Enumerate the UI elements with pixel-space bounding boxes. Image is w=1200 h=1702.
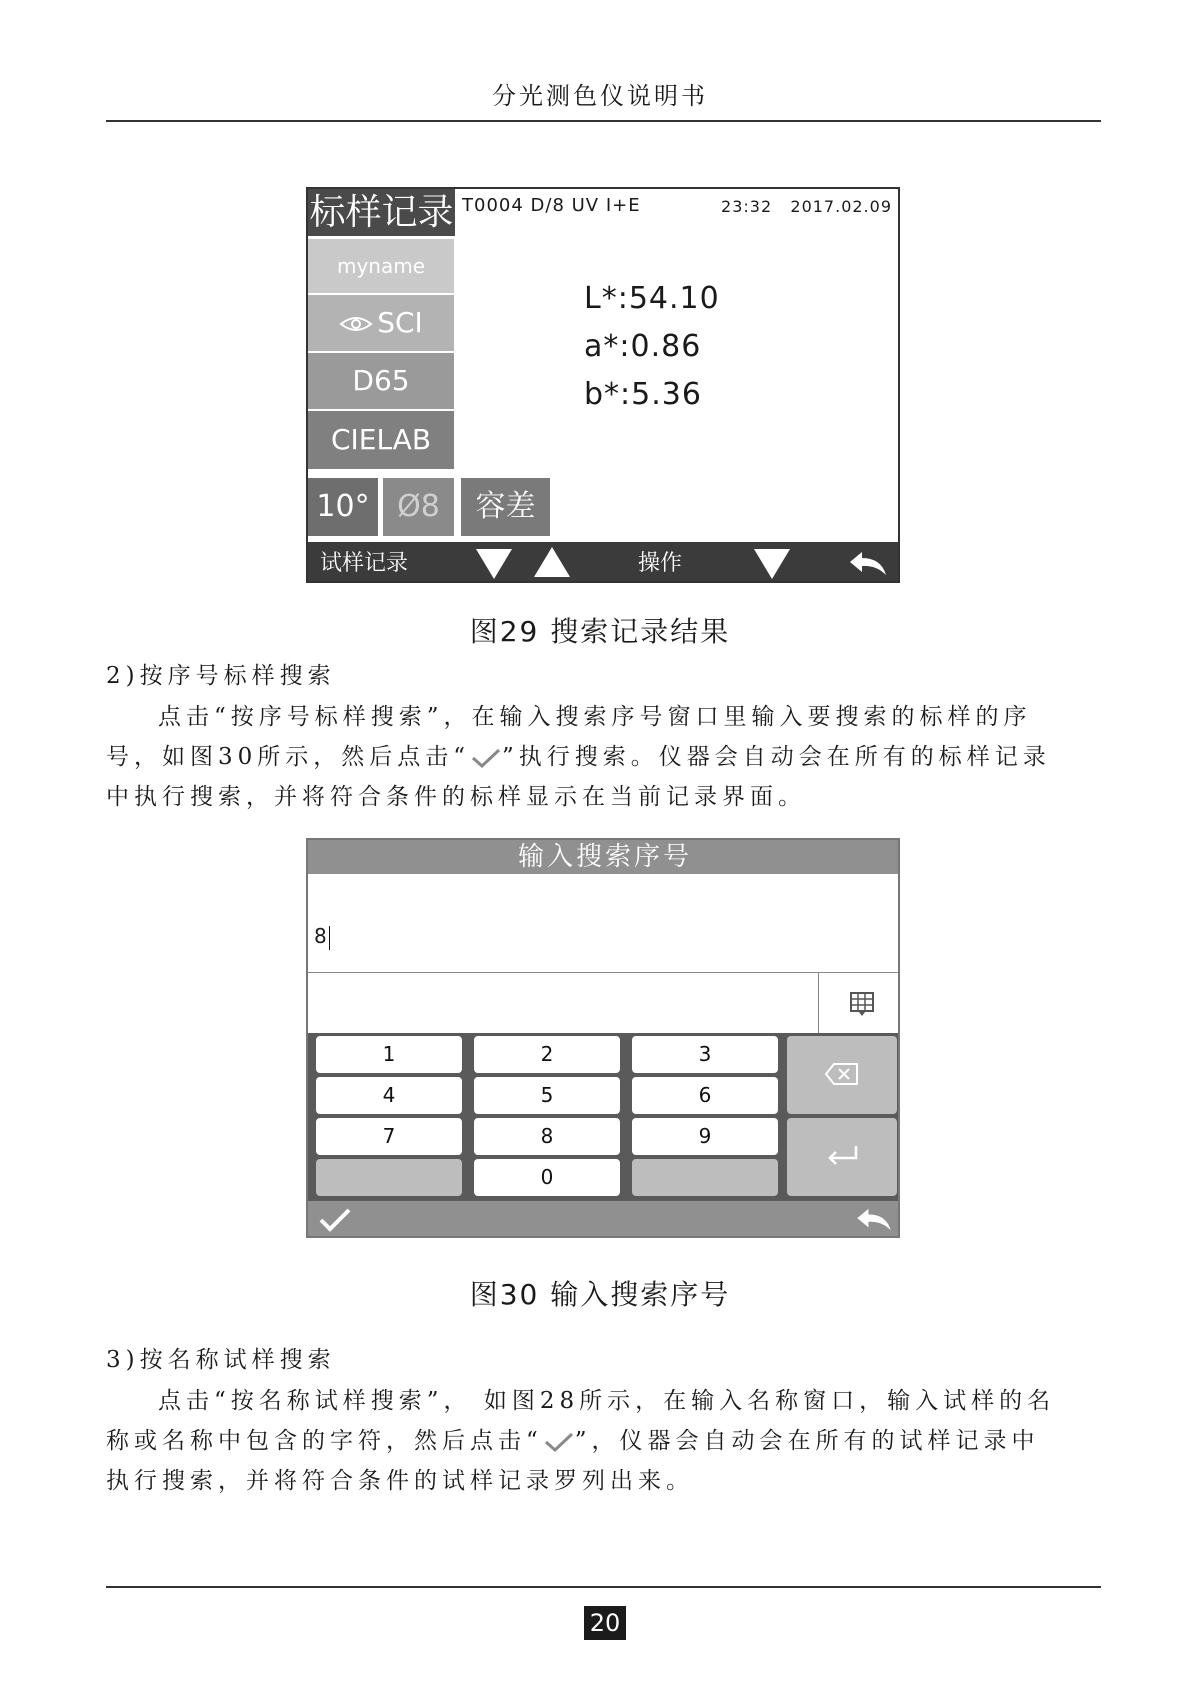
dialog-footer: [308, 1201, 900, 1238]
value-b: b*:5.36: [584, 377, 702, 412]
key-blank-left: [316, 1159, 462, 1196]
dialog-title: 输入搜索序号: [308, 840, 900, 874]
bottom-toolbar: [308, 542, 900, 583]
tolerance-button[interactable]: 容差: [461, 478, 550, 536]
key-0[interactable]: 0: [474, 1159, 620, 1196]
candidate-bar: [308, 973, 818, 1033]
numeric-keypad: [308, 1033, 900, 1201]
section-3-line-2b: ”，仪器会自动会在所有的试样记录中: [574, 1428, 1040, 1454]
key-2[interactable]: 2: [474, 1036, 620, 1073]
search-number-dialog: [306, 838, 900, 1238]
observer-angle-button[interactable]: 10°: [308, 478, 378, 536]
footer-rule: [106, 1586, 1101, 1588]
sci-button[interactable]: [308, 295, 454, 351]
status-datetime: [721, 197, 892, 216]
section-2-line-1: 点击“按序号标样搜索”，在输入搜索序号窗口里输入要搜索的标样的序: [158, 704, 1032, 730]
figure-30-caption: 图30 输入搜索序号: [469, 1278, 731, 1311]
status-bar-info: T0004 D/8 UV I+E: [462, 195, 641, 216]
text-cursor: [329, 926, 330, 950]
color-space-button[interactable]: CIELAB: [308, 411, 454, 469]
confirm-check-icon[interactable]: [318, 1207, 352, 1233]
key-5[interactable]: 5: [474, 1077, 620, 1114]
sample-record-button[interactable]: 试样记录: [320, 551, 409, 576]
section-2-heading: 2)按序号标样搜索: [106, 663, 336, 689]
search-number-input[interactable]: [314, 924, 330, 950]
arrow-down-icon[interactable]: [476, 549, 512, 579]
cancel-back-icon[interactable]: [854, 1207, 894, 1233]
backspace-key[interactable]: [787, 1036, 897, 1114]
enter-icon: [824, 1144, 860, 1168]
eye-icon: [339, 315, 373, 333]
check-icon: [470, 747, 502, 769]
illuminant-button[interactable]: D65: [308, 353, 454, 409]
key-9[interactable]: 9: [632, 1118, 778, 1155]
key-3[interactable]: 3: [632, 1036, 778, 1073]
enter-key[interactable]: [787, 1118, 897, 1196]
value-l: L*:54.10: [584, 281, 720, 316]
key-1[interactable]: 1: [316, 1036, 462, 1073]
back-icon[interactable]: [848, 550, 888, 578]
page-header-title: 分光测色仪说明书: [492, 82, 708, 110]
section-3-line-1: 点击“按名称试样搜索”， 如图28所示，在输入名称窗口，输入试样的名: [158, 1388, 1056, 1414]
status-date: 2017.02.09: [790, 197, 892, 216]
section-2-line-2: [106, 737, 1051, 777]
section-3-line-2: [106, 1421, 1040, 1461]
screen-title: 标样记录: [308, 189, 455, 236]
section-3-heading: 3)按名称试样搜索: [106, 1347, 336, 1373]
section-2-line-3: 中执行搜索，并将符合条件的标样显示在当前记录界面。: [106, 784, 806, 810]
keyboard-toggle-icon[interactable]: [848, 990, 876, 1018]
arrow-up-icon[interactable]: [534, 547, 570, 577]
operation-button[interactable]: 操作: [638, 551, 683, 576]
key-6[interactable]: 6: [632, 1077, 778, 1114]
key-7[interactable]: 7: [316, 1118, 462, 1155]
key-8[interactable]: 8: [474, 1118, 620, 1155]
status-time: 23:32: [721, 197, 773, 216]
check-icon: [543, 1431, 575, 1453]
key-4[interactable]: 4: [316, 1077, 462, 1114]
sample-name-button[interactable]: myname: [308, 239, 454, 293]
backspace-icon: [824, 1062, 860, 1086]
sci-label: SCI: [377, 306, 423, 339]
value-a: a*:0.86: [584, 329, 702, 364]
aperture-button[interactable]: Ø8: [383, 478, 454, 536]
key-blank-right: [632, 1159, 778, 1196]
page-number: 20: [584, 1606, 626, 1640]
section-3-line-2a: 称或名称中包含的字符，然后点击“: [106, 1428, 543, 1454]
candidate-divider: [818, 973, 819, 1033]
dropdown-arrow-icon[interactable]: [754, 549, 790, 579]
search-number-value: 8: [314, 924, 327, 948]
section-2-line-2a: 号，如图30所示，然后点击“: [106, 744, 471, 770]
section-2-line-2b: ”执行搜索。仪器会自动会在所有的标样记录: [502, 744, 1051, 770]
header-rule: [106, 120, 1101, 122]
section-3-line-3: 执行搜索，并将符合条件的试样记录罗列出来。: [106, 1468, 694, 1494]
record-screen: [306, 187, 900, 583]
figure-29-caption: 图29 搜索记录结果: [469, 615, 731, 648]
